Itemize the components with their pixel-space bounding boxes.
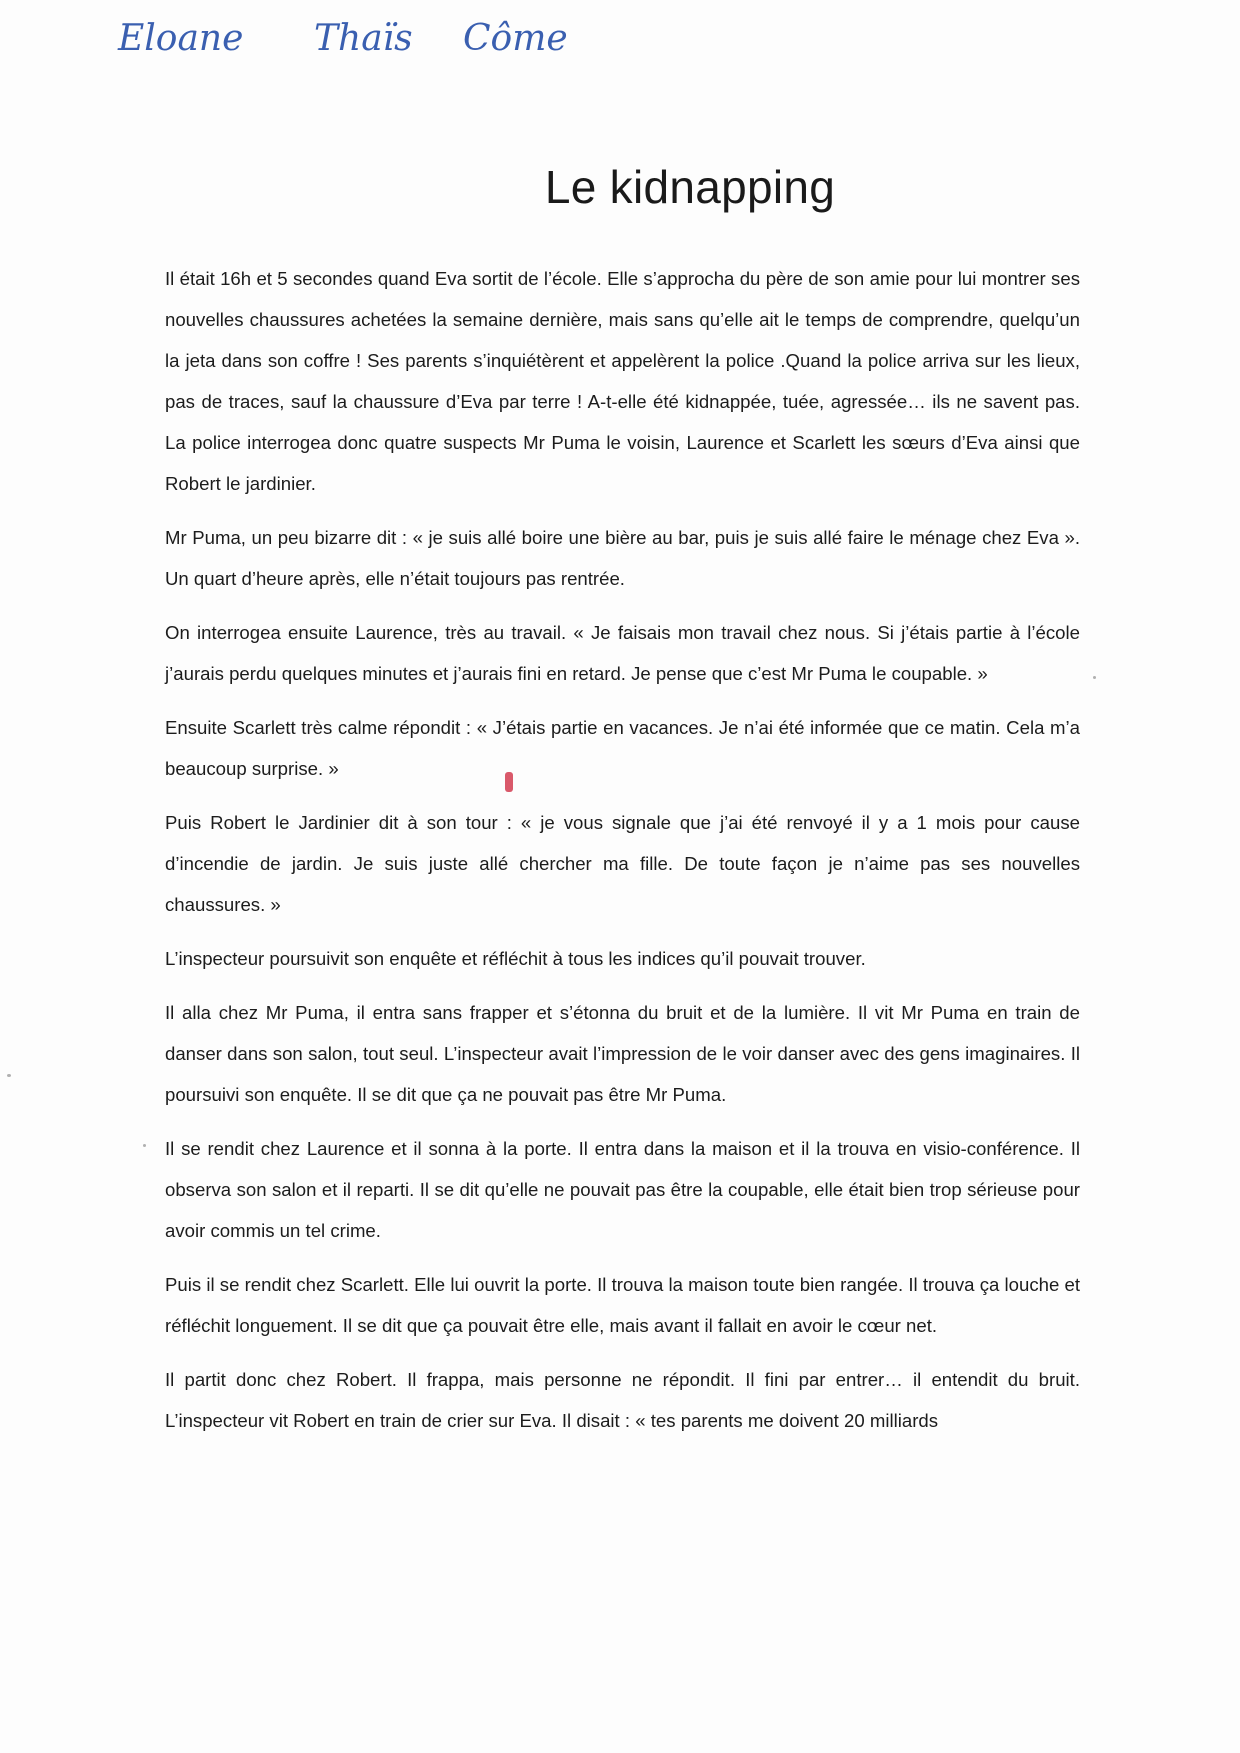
paragraph: Ensuite Scarlett très calme répondit : « J’étais partie en vacances. Je n’ai été informée que ce matin. Cela m’a beaucoup surprise. » [165, 717, 1080, 779]
paragraph: Il se rendit chez Laurence et il sonna à la porte. Il entra dans la maison et il la trouva en visio-conférence. Il observa son salon et il reparti. Il se dit qu’elle ne pouvait pas être la coupable, elle était bien trop sérieuse pour avoir commis un tel crime. [165, 1138, 1080, 1241]
author-name: Thaïs [314, 18, 413, 59]
scan-speck [7, 1074, 11, 1077]
paragraph: L’inspecteur poursuivit son enquête et réfléchit à tous les indices qu’il pouvait trouver. [165, 948, 866, 969]
paragraph: Puis il se rendit chez Scarlett. Elle lui ouvrit la porte. Il trouva la maison toute bien rangée. Il trouva ça louche et réfléchit longuement. Il se dit que ça pouvait être elle, mais avant il fallait en avoir le cœur net. [165, 1274, 1080, 1336]
paragraph: Il était 16h et 5 secondes quand Eva sortit de l’école. Elle s’approcha du père de son amie pour lui montrer ses nouvelles chaussures achetées la semaine dernière, mais sans qu’elle ait le temps de comprendre, quelqu’un la jeta dans son coffre ! Ses parents s’inquiétèrent et appelèrent la police .Quand la police arriva sur les lieux, pas de traces, sauf la chaussure d’Eva par terre ! A-t-elle été kidnappée, tuée, agressée… ils ne savent pas. La police interrogea donc quatre suspects Mr Puma le voisin, Laurence et Scarlett les sœurs d’Eva ainsi que Robert le jardinier. [165, 268, 1080, 494]
scan-speck [143, 1144, 146, 1147]
paragraph: Il partit donc chez Robert. Il frappa, mais personne ne répondit. Il fini par entrer… il entendit du bruit. L’inspecteur vit Robert en train de crier sur Eva. Il disait : « tes parents me doivent 20 milliards [165, 1369, 1080, 1431]
paragraph: Mr Puma, un peu bizarre dit : « je suis allé boire une bière au bar, puis je suis allé faire le ménage chez Eva ». Un quart d’heure après, elle n’était toujours pas rentrée. [165, 527, 1080, 589]
red-ink-mark [505, 772, 513, 792]
story-body [165, 258, 1080, 1454]
author-name: Eloane [118, 18, 244, 59]
document-title: Le kidnapping [544, 161, 836, 213]
paragraph: Puis Robert le Jardinier dit à son tour : « je vous signale que j’ai été renvoyé il y a 1 mois pour cause d’incendie de jardin. Je suis juste allé chercher ma fille. De toute façon je n’aime pas ses nouvelles chaussures. » [165, 812, 1080, 915]
paragraph: Il alla chez Mr Puma, il entra sans frapper et s’étonna du bruit et de la lumière. Il vit Mr Puma en train de danser dans son salon, tout seul. L’inspecteur avait l’impression de le voir danser avec des gens imaginaires. Il poursuivi son enquête. Il se dit que ça ne pouvait pas être Mr Puma. [165, 1002, 1080, 1105]
paragraph: On interrogea ensuite Laurence, très au travail. « Je faisais mon travail chez nous. Si j’étais partie à l’école j’aurais perdu quelques minutes et j’aurais fini en retard. Je pense que c’est Mr Puma le coupable. » [165, 622, 1080, 684]
author-name: Côme [463, 18, 568, 59]
scan-speck [1093, 676, 1096, 679]
